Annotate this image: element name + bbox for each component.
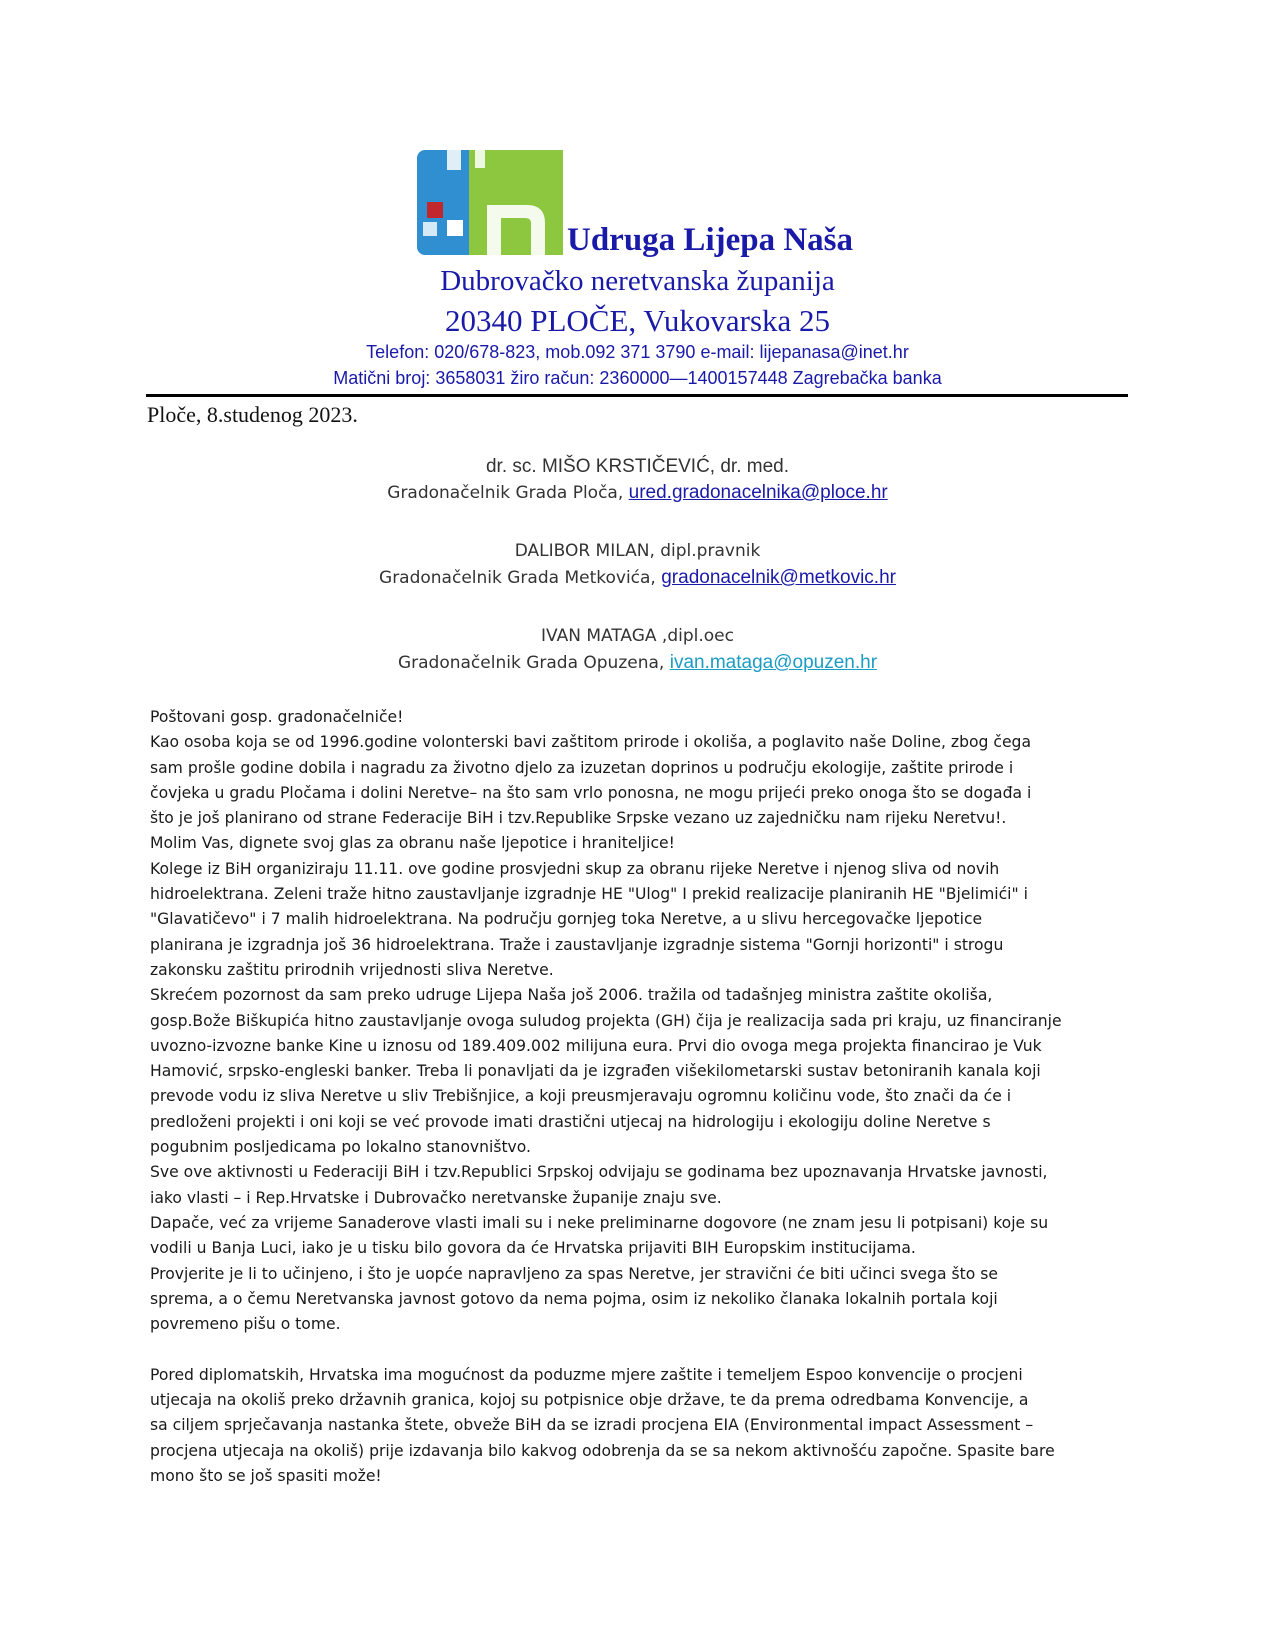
letter-line: vodili u Banja Luci, iako je u tisku bilo govora da će Hrvatska prijaviti BIH Europskim institucijama.	[150, 1239, 916, 1258]
letter-line: mono što se još spasiti može!	[150, 1466, 382, 1485]
recipient-title-line	[0, 567, 1275, 589]
letter-line: "Glavatičevo" i 7 malih hidroelektrana. Na području gornjeg toka Neretve, a u slivu hercegovačke ljepotice	[150, 910, 983, 929]
registry-line: Matični broj: 3658031 žiro račun: 2360000—1400157448 Zagrebačka banka	[333, 368, 942, 388]
letter-line: Kao osoba koja se od 1996.godine volonterski bavi zaštitom prirode i okoliša, a poglavito naše Doline, zbog čega	[150, 733, 1032, 752]
header-divider	[146, 394, 1128, 397]
organization-logo	[417, 150, 563, 255]
letter-line: Molim Vas, dignete svoj glas za obranu naše ljepotice i hraniteljice!	[150, 834, 675, 853]
letter-line: prevode vodu iz sliva Neretve u sliv Trebišnjice, a koji preusmjeravaju ogromnu količinu vode, što znači da će i	[150, 1087, 1012, 1106]
recipient-email-link[interactable]: ured.gradonacelnika@ploce.hr	[628, 482, 888, 503]
recipient-email-link[interactable]: gradonacelnik@metkovic.hr	[661, 567, 896, 588]
letter-line: povremeno pišu o tome.	[150, 1315, 341, 1334]
letter-line: Kolege iz BiH organiziraju 11.11. ove godine prosvjedni skup za obranu rijeke Neretve i njenog sliva od novih	[150, 859, 1000, 878]
recipient-title: Gradonačelnik Grada Opuzena,	[397, 653, 670, 673]
logo-white-mark	[447, 150, 461, 170]
logo-white-square	[423, 222, 437, 236]
county-line: Dubrovačko neretvanska županija	[440, 265, 835, 297]
recipient-title-line	[0, 482, 1275, 504]
letter-line: Pored diplomatskih, Hrvatska ima mogućnost da poduzme mjere zaštite i temeljem Espoo konvencije o procjeni	[150, 1365, 1023, 1384]
letter-line: gosp.Bože Biškupića hitno zaustavljanje ovoga suludog projekta (GH) čija je realizacija sada pri kraju, uz financiranje	[150, 1011, 1062, 1030]
letter-line: Hamović, srpsko-engleski banker. Treba li ponavljati da je izgrađen višekilometarski sustav betoniranih kanala koji	[150, 1062, 1041, 1081]
letter-line: zakonsku zaštitu prirodnih vrijednosti sliva Neretve.	[150, 960, 554, 979]
recipient-title-line	[0, 652, 1275, 674]
recipient-title: Gradonačelnik Grada Ploča,	[387, 483, 629, 503]
recipient-email-link[interactable]: ivan.mataga@opuzen.hr	[669, 652, 878, 673]
letter-line: sprema, a o čemu Neretvanska javnost gotovo da nema pojma, osim iz nekoliko članaka lokalnih portala koji	[150, 1289, 998, 1308]
letter-line: planirana je izgradnja još 36 hidroelektrana. Traže i zaustavljanje izgradnje sistema "Gornji horizonti" i strogu	[150, 935, 1004, 954]
paragraph-gap	[150, 1337, 1135, 1362]
letter-line: Provjerite je li to učinjeno, i što je uopće napravljeno za spas Neretve, jer stravični će biti učinci svega što se	[150, 1264, 998, 1283]
date-line: Ploče, 8.studenog 2023.	[147, 402, 358, 427]
letter-line: procjena utjecaja na okoliš) prije izdavanja bilo kakvog odobrenja da se sa nekom aktivnošću započne. Spasite bare	[150, 1441, 1055, 1460]
letter-line: iako vlasti – i Rep.Hrvatske i Dubrovačko neretvanske županije znaju sve.	[150, 1188, 722, 1207]
logo-white-mark	[475, 150, 485, 168]
logo-red-square	[427, 202, 443, 218]
letter-line: Poštovani gosp. gradonačelniče!	[150, 708, 404, 726]
letter-line: hidroelektrana. Zeleni traže hitno zaustavljanje izgradnje HE "Ulog" I prekid realizacije planiranih HE "Bjelimići" i	[150, 885, 1028, 904]
letter-body	[150, 705, 1135, 1489]
recipient-name: dr. sc. MIŠO KRSTIČEVIĆ, dr. med.	[485, 456, 790, 477]
contact-line: Telefon: 020/678-823, mob.092 371 3790 e-mail: lijepanasa@inet.hr	[366, 342, 909, 362]
logo-white-square	[447, 220, 463, 236]
letter-line: Dapače, već za vrijeme Sanaderove vlasti imali su i neke preliminarne dogovore (ne znam jesu li potpisani) koje su	[150, 1213, 1049, 1232]
recipient-name: IVAN MATAGA ,dipl.oec	[541, 626, 734, 646]
letter-line: pogubnim posljedicama po lokalno stanovništvo.	[150, 1138, 532, 1157]
letter-line: predloženi projekti i oni koji se već provode imati drastični utjecaj na hidrologiju i ekologiju doline Neretve s	[150, 1112, 991, 1131]
letter-line: Sve ove aktivnosti u Federaciji BiH i tzv.Republici Srpskoj odvijaju se godinama bez upoznavanja Hrvatske javnosti,	[150, 1163, 1048, 1182]
letter-line: sam prošle godine dobila i nagradu za životno djelo za izuzetan doprinos u području ekologije, zaštite prirode i	[150, 758, 1014, 777]
address-line: 20340 PLOČE, Vukovarska 25	[444, 303, 831, 338]
letter-line: uvozno-izvozne banke Kine u iznosu od 189.409.002 milijuna eura. Prvi dio ovoga mega projekta financirao je Vuk	[150, 1036, 1042, 1055]
letter-line: čovjeka u gradu Pločama i dolini Neretve– na što sam vrlo ponosna, ne mogu prijeći preko onoga što se događa i	[150, 783, 1032, 802]
letter-line: utjecaja na okoliš preko državnih granica, kojoj su potpisnice obje države, te da prema odredbama Konvencije, a	[150, 1391, 1029, 1410]
recipient-name: DALIBOR MILAN, dipl.pravnik	[514, 541, 761, 561]
letter-line: što je još planirano od strane Federacije BiH i tzv.Republike Srpske vezano uz zajedničku nam rijeku Neretvu!.	[150, 809, 1007, 828]
recipient-title: Gradonačelnik Grada Metkovića,	[379, 568, 662, 588]
letter-line: Skrećem pozornost da sam preko udruge Lijepa Naša još 2006. tražila od tadašnjeg ministra zaštite okoliša,	[150, 986, 993, 1005]
letter-line: sa ciljem sprječavanja nastanka štete, obveže BiH da se izradi procjena EIA (Environmental impact Assessment –	[150, 1416, 1034, 1435]
organization-name: Udruga Lijepa Naša	[567, 222, 854, 258]
